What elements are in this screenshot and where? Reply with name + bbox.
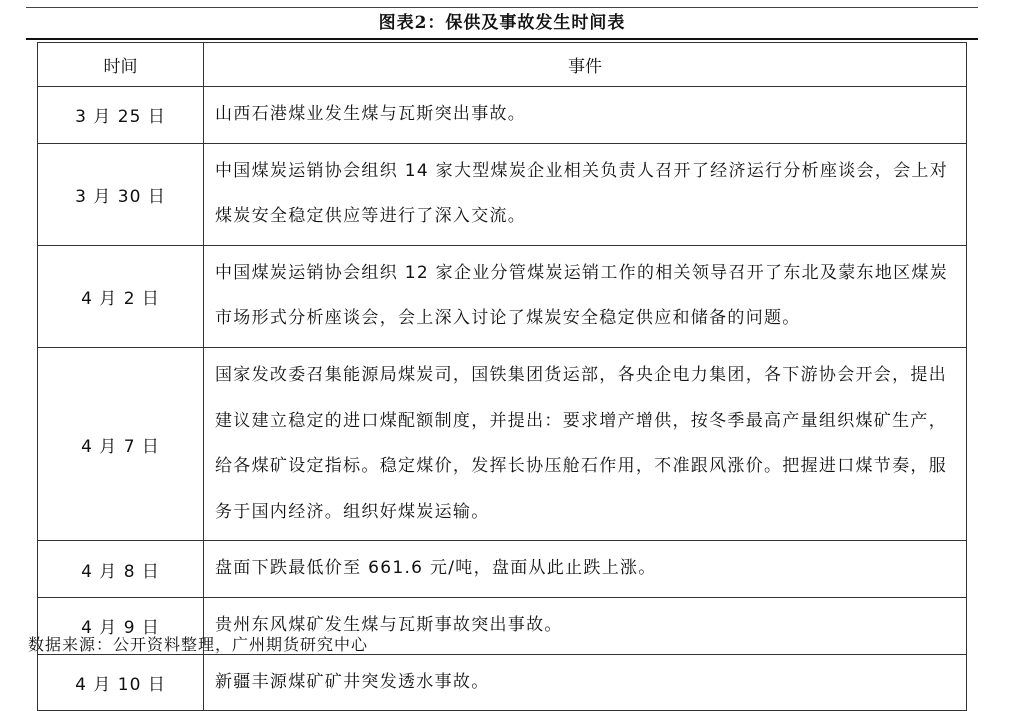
date-cell: 4 月 10 日 <box>38 654 204 711</box>
title-rule <box>26 38 978 40</box>
event-cell: 国家发改委召集能源局煤炭司，国铁集团货运部，各央企电力集团，各下游协会开会，提出建议建立稳定的进口煤配额制度，并提出：要求增产增供，按冬季最高产量组织煤矿生产，给各煤矿设定指标。稳定煤价，发挥长协压舱石作用，不准跟风涨价。把握进口煤节奏，服务于国内经济。组织好煤炭运输。 <box>204 347 967 540</box>
table-row <box>38 143 967 245</box>
event-cell: 中国煤炭运销协会组织 14 家大型煤炭企业相关负责人召开了经济运行分析座谈会，会上对煤炭安全稳定供应等进行了深入交流。 <box>204 143 967 245</box>
table-row <box>38 347 967 540</box>
date-cell: 4 月 7 日 <box>38 347 204 540</box>
event-column-header: 事件 <box>204 43 967 87</box>
event-cell: 山西石港煤业发生煤与瓦斯突出事故。 <box>204 87 967 144</box>
event-cell: 中国煤炭运销协会组织 12 家企业分管煤炭运销工作的相关领导召开了东北及蒙东地区煤炭市场形式分析座谈会，会上深入讨论了煤炭安全稳定供应和储备的问题。 <box>204 245 967 347</box>
source-note: 数据来源：公开资料整理，广州期货研究中心 <box>28 635 369 654</box>
date-cell: 3 月 30 日 <box>38 143 204 245</box>
table-row <box>38 245 967 347</box>
event-cell: 盘面下跌最低价至 661.6 元/吨，盘面从此止跌上涨。 <box>204 541 967 598</box>
table-row <box>38 87 967 144</box>
date-cell: 4 月 9 日 <box>38 597 204 654</box>
table-title: 图表2：保供及事故发生时间表 <box>378 13 626 33</box>
events-table <box>37 42 967 711</box>
date-cell: 4 月 2 日 <box>38 245 204 347</box>
date-cell: 4 月 8 日 <box>38 541 204 598</box>
header-row <box>38 43 967 87</box>
event-cell: 新疆丰源煤矿矿井突发透水事故。 <box>204 654 967 711</box>
date-cell: 3 月 25 日 <box>38 87 204 144</box>
event-cell: 贵州东风煤矿发生煤与瓦斯事故突出事故。 <box>204 597 967 654</box>
table-row <box>38 541 967 598</box>
time-column-header: 时间 <box>38 43 204 87</box>
